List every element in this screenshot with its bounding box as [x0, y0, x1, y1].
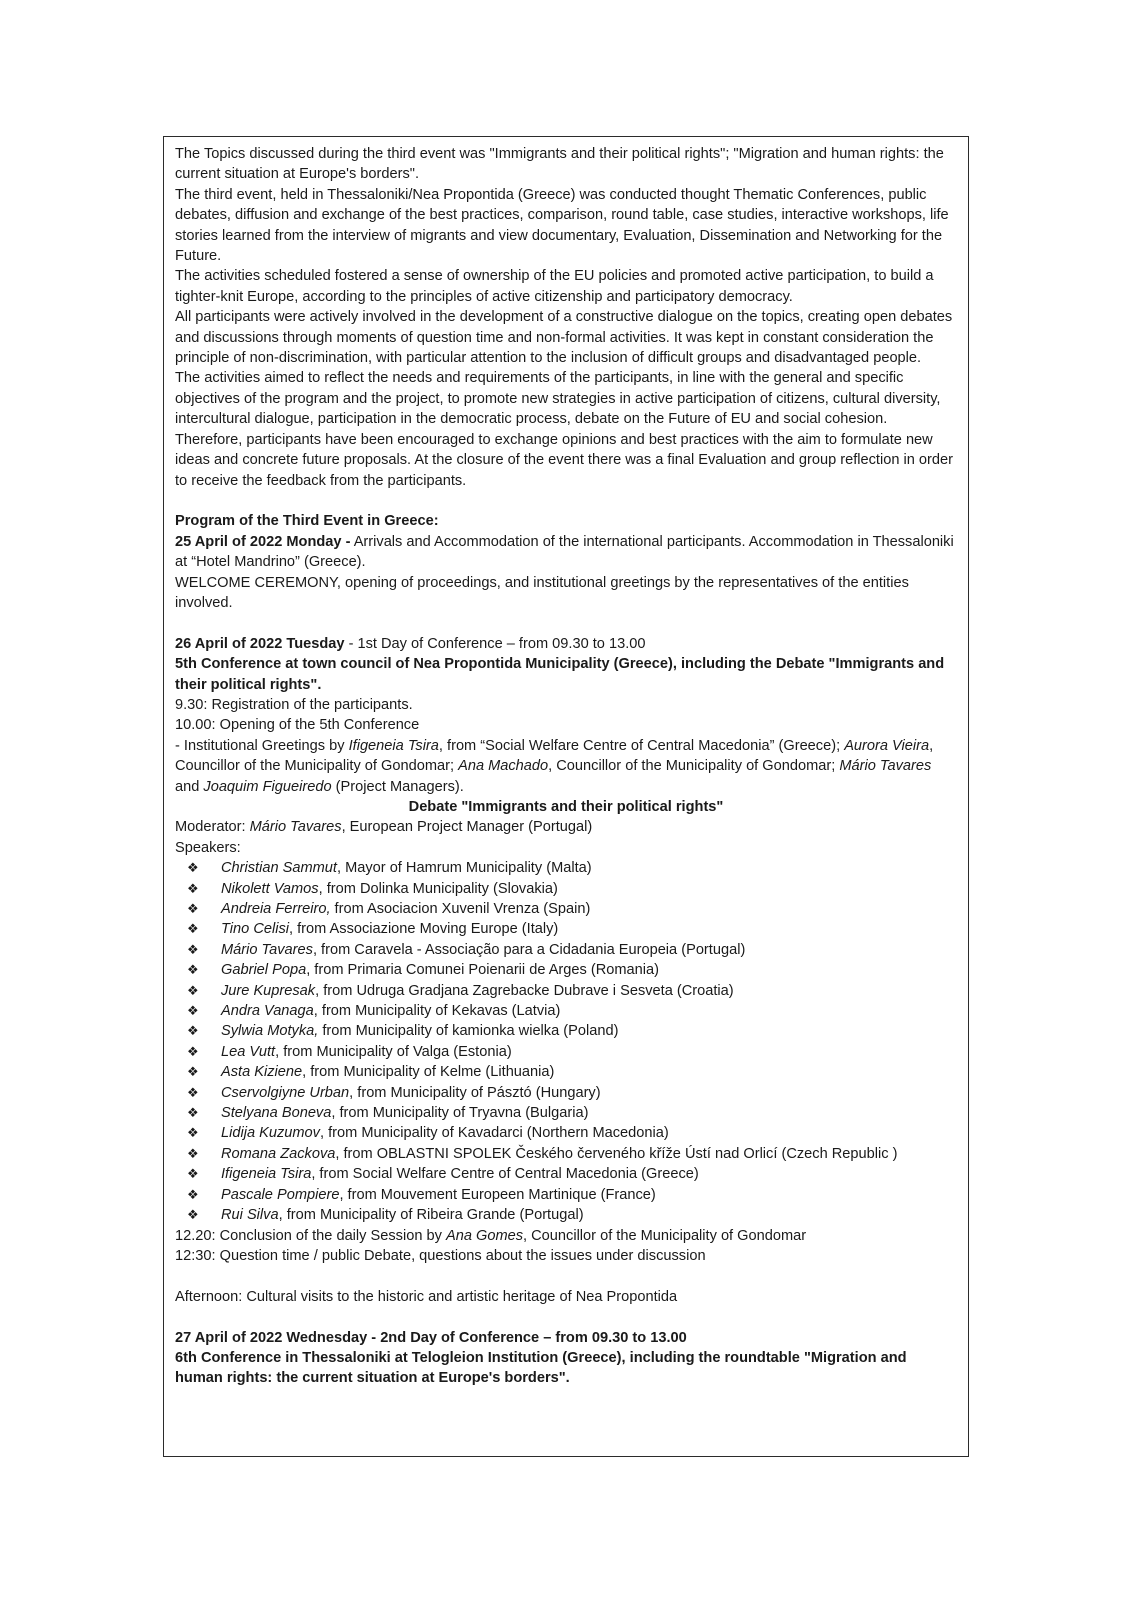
day1-date-bold: 25 April of 2022 Monday -: [175, 533, 351, 550]
debate-title: Debate "Immigrants and their political rights": [408, 798, 724, 815]
speaker-list-item: [175, 940, 957, 960]
speaker-affiliation: , from Municipality of Valga (Estonia): [275, 1043, 512, 1060]
speaker-list-item: [175, 1083, 957, 1103]
moderator-name: Mário Tavares: [249, 819, 342, 836]
speaker-affiliation: , from Caravela - Associação para a Cidadania Europeia (Portugal): [312, 941, 746, 958]
moderator-suffix: , European Project Manager (Portugal): [341, 819, 593, 836]
speaker-name: Stelyana Boneva: [221, 1105, 332, 1122]
speaker-list-item: [175, 1164, 957, 1184]
greetings-name-2: Aurora Vieira: [844, 737, 930, 754]
speaker-name: Lidija Kuzumov: [221, 1125, 320, 1142]
diamond-bullet-icon: ❖: [187, 962, 199, 978]
diamond-bullet-icon: ❖: [187, 1043, 199, 1059]
speaker-list-item: [175, 1001, 957, 1021]
day2-registration: 9.30: Registration of the participants.: [175, 696, 413, 713]
intro-paragraph-5: The activities aimed to reflect the needs and requirements of the participants, in line with the general and specific objectives of the program and the project, to promote new strategies in active participation of citizens, cultural diversity, intercultural dialogue, participation in the democratic process, debate on the Future of EU and social cohesion.: [175, 370, 941, 428]
speaker-affiliation: , from Primaria Comunei Poienarii de Arges (Romania): [306, 962, 660, 979]
bordered-text-box: [163, 136, 969, 1457]
speaker-affiliation: , from Udruga Gradjana Zagrebacke Dubrave i Sesveta (Croatia): [315, 982, 734, 999]
speaker-list-item: [175, 919, 957, 939]
intro-paragraph-1: The Topics discussed during the third event was "Immigrants and their political rights"; "Migration and human rights: the current situation at Europe's borders".: [175, 146, 944, 183]
speaker-name: Rui Silva: [221, 1207, 279, 1224]
diamond-bullet-icon: ❖: [187, 1125, 199, 1141]
speaker-affiliation: , from Municipality of Tryavna (Bulgaria): [331, 1105, 589, 1122]
intro-paragraph-4: All participants were actively involved in the development of a constructive dialogue on the topics, creating open debates and discussions through moments of question time and non-formal activities. It was kept in constant consideration the principle of non-discrimination, with particular attention to the inclusion of difficult groups and disadvantaged people.: [175, 309, 953, 367]
speaker-affiliation: , from Municipality of Ribeira Grande (Portugal): [278, 1207, 584, 1224]
diamond-bullet-icon: ❖: [187, 1166, 199, 1182]
day2-question-time: 12:30: Question time / public Debate, questions about the issues under discussion: [175, 1247, 706, 1264]
speaker-name: Ifigeneia Tsira: [221, 1166, 312, 1183]
greetings-prefix: - Institutional Greetings by: [175, 737, 349, 754]
diamond-bullet-icon: ❖: [187, 1186, 199, 1202]
day3-date-line: 27 April of 2022 Wednesday - 2nd Day of Conference – from 09.30 to 13.00: [175, 1329, 687, 1346]
speaker-list-item: [175, 1021, 957, 1041]
speaker-name: Andra Vanaga: [221, 1003, 314, 1020]
speaker-name: Cservolgiyne Urban: [221, 1084, 350, 1101]
greetings-mid-2: , Councillor of the Municipality of Gondomar;: [175, 737, 934, 775]
speaker-affiliation: , from Municipality of Pásztó (Hungary): [349, 1084, 601, 1101]
speaker-list-item: [175, 1144, 957, 1164]
day2-date-rest: - 1st Day of Conference – from 09.30 to 13.00: [344, 635, 646, 652]
speaker-list-item: [175, 960, 957, 980]
spacer: [175, 613, 957, 633]
intro-paragraph-3: The activities scheduled fostered a sense of ownership of the EU policies and promoted active participation, to build a tighter-knit Europe, according to the principles of active citizenship and participatory democracy.: [175, 268, 934, 305]
intro-paragraph-2: The third event, held in Thessaloniki/Nea Propontida (Greece) was conducted thought Thematic Conferences, public debates, diffusion and exchange of the best practices, comparison, round table, case studies, interactive workshops, life stories learned from the interview of migrants and view documentary, Evaluation, Dissemination and Networking for the Future.: [175, 186, 949, 265]
moderator-prefix: Moderator:: [175, 819, 250, 836]
program-heading: Program of the Third Event in Greece:: [175, 513, 439, 530]
speakers-label: Speakers:: [175, 839, 241, 856]
diamond-bullet-icon: ❖: [187, 1023, 199, 1039]
day2-date-bold: 26 April of 2022 Tuesday: [175, 635, 345, 652]
day2-date-line: [175, 634, 957, 654]
moderator-line: [175, 817, 957, 837]
speaker-name: Asta Kiziene: [221, 1064, 303, 1081]
speaker-affiliation: , from Municipality of Kelme (Lithuania): [302, 1064, 555, 1081]
spacer: [175, 1307, 957, 1327]
greetings-mid-1: , from “Social Welfare Centre of Central Macedonia” (Greece);: [438, 737, 845, 754]
speaker-name: Tino Celisi: [221, 921, 289, 938]
speaker-name: Sylwia Motyka,: [221, 1023, 319, 1040]
diamond-bullet-icon: ❖: [187, 1145, 199, 1161]
intro-paragraph-6: Therefore, participants have been encouraged to exchange opinions and best practices with the aim to formulate new ideas and concrete future proposals. At the closure of the event there was a final Evaluation and group reflection in order to receive the feedback from the participants.: [175, 431, 954, 489]
day3-conference-title: 6th Conference in Thessaloniki at Telogleion Institution (Greece), including the roundtable "Migration and human rights: the current situation at Europe's borders".: [175, 1349, 907, 1387]
speaker-affiliation: , from OBLASTNI SPOLEK Českého červeného kříže Ústí nad Orlicí (Czech Republic ): [335, 1145, 898, 1162]
day1-welcome-ceremony: WELCOME CEREMONY, opening of proceedings, and institutional greetings by the representatives of the entities involved.: [175, 574, 909, 611]
speaker-list-item: [175, 858, 957, 878]
speaker-name: Pascale Pompiere: [221, 1186, 340, 1203]
speakers-list: [175, 858, 957, 1225]
speaker-affiliation: , from Dolinka Municipality (Slovakia): [318, 880, 558, 897]
day2-opening: 10.00: Opening of the 5th Conference: [175, 717, 420, 734]
conclusion-prefix: 12.20: Conclusion of the daily Session by: [175, 1227, 446, 1244]
speaker-name: Gabriel Popa: [221, 962, 307, 979]
diamond-bullet-icon: ❖: [187, 1003, 199, 1019]
greetings-name-5: Joaquim Figueiredo: [203, 778, 332, 795]
speaker-name: Lea Vutt: [221, 1043, 276, 1060]
speaker-affiliation: , from Social Welfare Centre of Central Macedonia (Greece): [311, 1166, 699, 1183]
greetings-name-4: Mário Tavares: [839, 758, 932, 775]
day2-institutional-greetings: [175, 736, 957, 797]
diamond-bullet-icon: ❖: [187, 921, 199, 937]
speaker-affiliation: , from Municipality of Kavadarci (Northern Macedonia): [319, 1125, 669, 1142]
diamond-bullet-icon: ❖: [187, 901, 199, 916]
spacer: [175, 491, 957, 511]
speaker-list-item: [175, 1042, 957, 1062]
speaker-affiliation: , from Municipality of Kekavas (Latvia): [313, 1003, 561, 1020]
speaker-list-item: [175, 981, 957, 1001]
document-body: [175, 144, 957, 1389]
diamond-bullet-icon: ❖: [187, 1064, 199, 1080]
speaker-name: Christian Sammut: [221, 860, 337, 877]
day2-conference-title: 5th Conference at town council of Nea Propontida Municipality (Greece), including the Debate "Immigrants and their political rights".: [175, 656, 945, 693]
diamond-bullet-icon: ❖: [187, 941, 199, 957]
speaker-list-item: [175, 879, 957, 899]
speaker-affiliation: , from Associazione Moving Europe (Italy): [289, 921, 559, 938]
speaker-list-item: [175, 1205, 957, 1225]
greetings-name-3: Ana Machado: [458, 758, 549, 775]
diamond-bullet-icon: ❖: [187, 880, 199, 896]
greetings-name-1: Ifigeneia Tsira: [348, 737, 439, 754]
speaker-list-item: [175, 1103, 957, 1123]
speaker-list-item: [175, 899, 957, 919]
speaker-name: Romana Zackova: [221, 1145, 336, 1162]
diamond-bullet-icon: ❖: [187, 1084, 199, 1100]
day1-date-line: [175, 532, 957, 573]
speaker-affiliation: from Asociacion Xuvenil Vrenza (Spain): [330, 901, 591, 917]
conclusion-suffix: , Councillor of the Municipality of Gondomar: [523, 1227, 807, 1244]
speaker-affiliation: from Municipality of kamionka wielka (Poland): [318, 1023, 619, 1040]
speaker-name: Nikolett Vamos: [221, 880, 319, 897]
greetings-mid-4: and: [175, 778, 204, 795]
speaker-name: Mário Tavares: [221, 941, 313, 958]
speaker-name: Jure Kupresak: [221, 982, 316, 999]
day2-conclusion: [175, 1226, 957, 1246]
greetings-suffix: (Project Managers).: [331, 778, 464, 795]
diamond-bullet-icon: ❖: [187, 982, 199, 998]
speaker-list-item: [175, 1062, 957, 1082]
speaker-affiliation: , from Mouvement Europeen Martinique (France): [339, 1186, 656, 1203]
diamond-bullet-icon: ❖: [187, 860, 199, 876]
day1-date-rest: Arrivals and Accommodation of the international participants. Accommodation in Thessaloniki at “Hotel Mandrino” (Greece).: [175, 533, 954, 571]
speaker-list-item: [175, 1185, 957, 1205]
day2-afternoon: Afternoon: Cultural visits to the historic and artistic heritage of Nea Propontida: [175, 1288, 678, 1305]
diamond-bullet-icon: ❖: [187, 1207, 199, 1223]
conclusion-name: Ana Gomes: [445, 1227, 524, 1244]
speaker-affiliation: , Mayor of Hamrum Municipality (Malta): [336, 860, 592, 877]
speaker-list-item: [175, 1123, 957, 1143]
diamond-bullet-icon: ❖: [187, 1105, 199, 1121]
spacer: [175, 1266, 957, 1286]
greetings-mid-3: , Councillor of the Municipality of Gondomar;: [548, 758, 840, 775]
speaker-name: Andreia Ferreiro,: [221, 901, 331, 917]
